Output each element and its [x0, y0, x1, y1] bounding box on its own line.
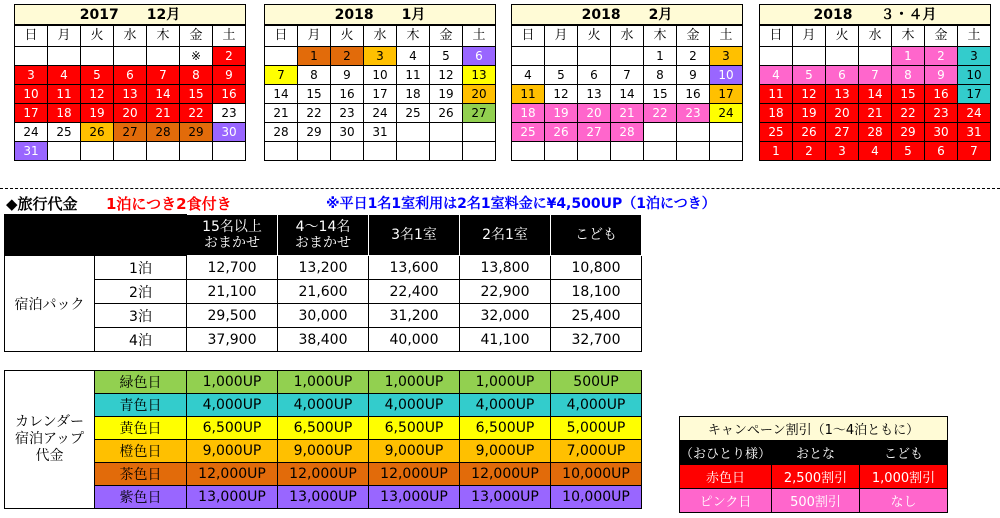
upgrade-cell: 13,000UP — [369, 486, 460, 509]
day-cell: 9 — [331, 66, 364, 85]
day-cell: 6 — [826, 66, 859, 85]
day-cell — [114, 142, 147, 161]
weekday-label: 金 — [925, 26, 958, 47]
upgrade-color-name: 紫色日 — [95, 486, 187, 509]
price-row-label: 2泊 — [95, 280, 187, 304]
day-cell — [710, 123, 743, 142]
calendar-1 — [264, 4, 496, 161]
day-cell — [114, 47, 147, 66]
day-cell: 11 — [760, 85, 793, 104]
day-cell: 26 — [81, 123, 114, 142]
day-cell: 21 — [611, 104, 644, 123]
day-cell — [611, 142, 644, 161]
day-cell: 14 — [611, 85, 644, 104]
day-cell: 15 — [180, 85, 213, 104]
day-cell — [826, 47, 859, 66]
upgrade-cell: 12,000UP — [187, 463, 278, 486]
day-cell — [430, 123, 463, 142]
day-cell — [81, 47, 114, 66]
day-cell — [147, 47, 180, 66]
campaign-red-label: 赤色日 — [680, 465, 772, 489]
day-cell — [180, 142, 213, 161]
weekday-label: 日 — [760, 26, 793, 47]
day-cell — [677, 142, 710, 161]
day-cell: 5 — [793, 66, 826, 85]
weekday-label: 土 — [213, 26, 246, 47]
day-cell: 4 — [512, 66, 545, 85]
day-cell: 10 — [15, 85, 48, 104]
price-row-label: 1泊 — [95, 256, 187, 280]
day-cell — [331, 142, 364, 161]
upgrade-cell: 12,000UP — [460, 463, 551, 486]
day-cell — [644, 142, 677, 161]
upgrade-color-name: 橙色日 — [95, 440, 187, 463]
day-cell: 10 — [958, 66, 991, 85]
day-cell — [859, 47, 892, 66]
day-cell: 7 — [859, 66, 892, 85]
price-row-label: 3泊 — [95, 304, 187, 328]
day-cell: 25 — [760, 123, 793, 142]
day-cell: 6 — [925, 142, 958, 161]
price-row-label: 4泊 — [95, 328, 187, 352]
price-cell: 10,800 — [551, 256, 642, 280]
campaign-header-per-person: （おひとり様） — [680, 441, 772, 465]
weekday-label: 木 — [397, 26, 430, 47]
day-cell: 25 — [397, 104, 430, 123]
upgrade-cell: 10,000UP — [551, 486, 642, 509]
day-cell: 8 — [180, 66, 213, 85]
weekday-label: 金 — [180, 26, 213, 47]
upgrade-cell: 4,000UP — [369, 394, 460, 417]
upgrade-cell: 9,000UP — [278, 440, 369, 463]
campaign-table — [679, 416, 948, 513]
day-cell: ※ — [180, 47, 213, 66]
day-cell: 18 — [760, 104, 793, 123]
weekday-label: 金 — [430, 26, 463, 47]
day-cell: 2 — [331, 47, 364, 66]
day-cell: 15 — [298, 85, 331, 104]
day-cell: 18 — [512, 104, 545, 123]
day-cell: 28 — [265, 123, 298, 142]
day-cell: 12 — [545, 85, 578, 104]
weekday-label: 日 — [512, 26, 545, 47]
day-cell — [463, 123, 496, 142]
day-cell: 18 — [397, 85, 430, 104]
weekday-label: 日 — [265, 26, 298, 47]
day-cell: 17 — [710, 85, 743, 104]
day-cell: 23 — [677, 104, 710, 123]
calendar-grid — [511, 25, 743, 161]
price-cell: 22,900 — [460, 280, 551, 304]
upgrade-row-group: カレンダー 宿泊アップ 代金 — [5, 371, 95, 509]
weekday-label: 土 — [710, 26, 743, 47]
weekday-label: 水 — [611, 26, 644, 47]
day-cell — [81, 142, 114, 161]
weekday-single-note: ※平日1名1室利用は2名1室料金に¥4,500UP（1泊につき） — [326, 196, 716, 212]
day-cell — [430, 142, 463, 161]
day-cell — [15, 47, 48, 66]
day-cell: 12 — [430, 66, 463, 85]
day-cell: 3 — [710, 47, 743, 66]
calendar-title: 2018 ３・４月 — [759, 4, 991, 25]
upgrade-color-name: 緑色日 — [95, 371, 187, 394]
day-cell: 6 — [463, 47, 496, 66]
day-cell: 19 — [81, 104, 114, 123]
day-cell: 23 — [925, 104, 958, 123]
calendar-title: 2017 12月 — [14, 4, 246, 25]
day-cell — [710, 142, 743, 161]
campaign-header-adult: おとな — [772, 441, 860, 465]
day-cell: 21 — [859, 104, 892, 123]
weekday-label: 火 — [578, 26, 611, 47]
day-cell: 15 — [644, 85, 677, 104]
day-cell: 4 — [760, 66, 793, 85]
weekday-label: 水 — [364, 26, 397, 47]
price-cell: 31,200 — [369, 304, 460, 328]
day-cell: 1 — [760, 142, 793, 161]
weekday-label: 月 — [298, 26, 331, 47]
day-cell: 21 — [265, 104, 298, 123]
upgrade-cell: 500UP — [551, 371, 642, 394]
day-cell: 13 — [463, 66, 496, 85]
day-cell: 9 — [925, 66, 958, 85]
upgrade-cell: 4,000UP — [278, 394, 369, 417]
day-cell: 26 — [430, 104, 463, 123]
price-cell: 13,200 — [278, 256, 369, 280]
weekday-label: 火 — [331, 26, 364, 47]
day-cell — [578, 142, 611, 161]
day-cell: 3 — [958, 47, 991, 66]
price-header: 15名以上 おまかせ — [187, 215, 278, 256]
day-cell: 11 — [397, 66, 430, 85]
upgrade-cell: 6,500UP — [187, 417, 278, 440]
calendar-0 — [14, 4, 246, 161]
day-cell: 25 — [512, 123, 545, 142]
upgrade-cell: 4,000UP — [551, 394, 642, 417]
day-cell: 17 — [15, 104, 48, 123]
day-cell: 6 — [114, 66, 147, 85]
weekday-label: 土 — [463, 26, 496, 47]
day-cell: 3 — [15, 66, 48, 85]
day-cell: 22 — [644, 104, 677, 123]
day-cell — [545, 47, 578, 66]
day-cell: 13 — [578, 85, 611, 104]
price-row-group: 宿泊パック — [5, 256, 95, 352]
day-cell: 17 — [364, 85, 397, 104]
price-cell: 12,700 — [187, 256, 278, 280]
day-cell: 26 — [545, 123, 578, 142]
day-cell — [463, 142, 496, 161]
day-cell: 28 — [147, 123, 180, 142]
day-cell: 4 — [48, 66, 81, 85]
day-cell: 9 — [213, 66, 246, 85]
upgrade-color-name: 黄色日 — [95, 417, 187, 440]
upgrade-cell: 7,000UP — [551, 440, 642, 463]
day-cell: 29 — [180, 123, 213, 142]
day-cell: 30 — [213, 123, 246, 142]
day-cell: 16 — [677, 85, 710, 104]
day-cell: 9 — [677, 66, 710, 85]
price-cell: 21,600 — [278, 280, 369, 304]
day-cell — [793, 47, 826, 66]
day-cell: 7 — [611, 66, 644, 85]
day-cell: 28 — [859, 123, 892, 142]
upgrade-color-name: 茶色日 — [95, 463, 187, 486]
campaign-pink-adult: 500割引 — [772, 489, 860, 513]
day-cell: 4 — [859, 142, 892, 161]
calendar-grid — [264, 25, 496, 161]
campaign-red-adult: 2,500割引 — [772, 465, 860, 489]
day-cell: 14 — [265, 85, 298, 104]
upgrade-cell: 1,000UP — [278, 371, 369, 394]
price-cell: 38,400 — [278, 328, 369, 352]
day-cell: 16 — [331, 85, 364, 104]
day-cell: 20 — [578, 104, 611, 123]
day-cell: 10 — [710, 66, 743, 85]
day-cell: 19 — [545, 104, 578, 123]
price-header: 2名1室 — [460, 215, 551, 256]
price-cell: 21,100 — [187, 280, 278, 304]
day-cell: 8 — [644, 66, 677, 85]
day-cell — [48, 47, 81, 66]
campaign-title: キャンペーン割引（1～4泊ともに） — [680, 417, 948, 441]
day-cell: 2 — [213, 47, 246, 66]
day-cell: 19 — [430, 85, 463, 104]
day-cell: 12 — [793, 85, 826, 104]
calendar-title: 2018 2月 — [511, 4, 743, 25]
day-cell: 24 — [15, 123, 48, 142]
price-cell: 30,000 — [278, 304, 369, 328]
weekday-label: 木 — [147, 26, 180, 47]
day-cell: 24 — [710, 104, 743, 123]
campaign-pink-child: なし — [860, 489, 948, 513]
day-cell: 16 — [213, 85, 246, 104]
day-cell: 15 — [892, 85, 925, 104]
day-cell: 7 — [265, 66, 298, 85]
day-cell: 7 — [147, 66, 180, 85]
day-cell: 13 — [114, 85, 147, 104]
day-cell: 6 — [578, 66, 611, 85]
price-header-blank — [5, 215, 187, 256]
upgrade-cell: 4,000UP — [460, 394, 551, 417]
day-cell — [265, 142, 298, 161]
calendar-grid — [14, 25, 246, 161]
price-cell: 32,000 — [460, 304, 551, 328]
day-cell — [213, 142, 246, 161]
day-cell: 31 — [958, 123, 991, 142]
upgrade-cell: 1,000UP — [369, 371, 460, 394]
day-cell: 16 — [925, 85, 958, 104]
day-cell: 24 — [958, 104, 991, 123]
campaign-red-child: 1,000割引 — [860, 465, 948, 489]
upgrade-cell: 4,000UP — [187, 394, 278, 417]
day-cell: 3 — [364, 47, 397, 66]
day-cell: 3 — [826, 142, 859, 161]
day-cell — [147, 142, 180, 161]
day-cell: 26 — [793, 123, 826, 142]
price-cell: 41,100 — [460, 328, 551, 352]
price-header: 3名1室 — [369, 215, 460, 256]
day-cell — [611, 47, 644, 66]
day-cell: 28 — [611, 123, 644, 142]
day-cell: 17 — [958, 85, 991, 104]
weekday-label: 土 — [958, 26, 991, 47]
day-cell: 20 — [463, 85, 496, 104]
day-cell: 29 — [892, 123, 925, 142]
day-cell: 5 — [430, 47, 463, 66]
upgrade-cell: 13,000UP — [460, 486, 551, 509]
price-header: こども — [551, 215, 642, 256]
pricing-title: ◆旅行代金 — [6, 195, 78, 213]
day-cell — [578, 47, 611, 66]
price-cell: 22,400 — [369, 280, 460, 304]
weekday-label: 月 — [793, 26, 826, 47]
price-header: 4～14名 おまかせ — [278, 215, 369, 256]
weekday-label: 日 — [15, 26, 48, 47]
day-cell: 7 — [958, 142, 991, 161]
day-cell — [512, 47, 545, 66]
upgrade-cell: 12,000UP — [369, 463, 460, 486]
upgrade-cell: 13,000UP — [278, 486, 369, 509]
price-cell: 18,100 — [551, 280, 642, 304]
price-cell: 25,400 — [551, 304, 642, 328]
day-cell: 20 — [826, 104, 859, 123]
day-cell — [265, 47, 298, 66]
day-cell — [644, 123, 677, 142]
day-cell: 4 — [397, 47, 430, 66]
day-cell: 27 — [463, 104, 496, 123]
upgrade-cell: 10,000UP — [551, 463, 642, 486]
weekday-label: 金 — [677, 26, 710, 47]
day-cell: 12 — [81, 85, 114, 104]
section-divider — [0, 188, 1000, 189]
day-cell — [512, 142, 545, 161]
upgrade-cell: 9,000UP — [460, 440, 551, 463]
day-cell — [364, 142, 397, 161]
weekday-label: 火 — [81, 26, 114, 47]
day-cell: 8 — [892, 66, 925, 85]
day-cell: 1 — [644, 47, 677, 66]
day-cell: 21 — [147, 104, 180, 123]
day-cell: 25 — [48, 123, 81, 142]
upgrade-cell: 6,500UP — [278, 417, 369, 440]
day-cell: 1 — [298, 47, 331, 66]
day-cell: 5 — [81, 66, 114, 85]
day-cell: 11 — [512, 85, 545, 104]
upgrade-cell: 6,500UP — [460, 417, 551, 440]
day-cell: 1 — [892, 47, 925, 66]
day-cell: 11 — [48, 85, 81, 104]
weekday-label: 月 — [545, 26, 578, 47]
weekday-label: 月 — [48, 26, 81, 47]
upgrade-table — [4, 370, 642, 509]
day-cell: 29 — [298, 123, 331, 142]
day-cell: 23 — [213, 104, 246, 123]
upgrade-cell: 5,000UP — [551, 417, 642, 440]
day-cell: 2 — [793, 142, 826, 161]
day-cell — [545, 142, 578, 161]
day-cell — [48, 142, 81, 161]
day-cell: 5 — [892, 142, 925, 161]
price-cell: 37,900 — [187, 328, 278, 352]
upgrade-cell: 9,000UP — [369, 440, 460, 463]
upgrade-cell: 13,000UP — [187, 486, 278, 509]
day-cell: 24 — [364, 104, 397, 123]
upgrade-cell: 6,500UP — [369, 417, 460, 440]
weekday-label: 木 — [644, 26, 677, 47]
day-cell: 22 — [180, 104, 213, 123]
day-cell — [397, 142, 430, 161]
price-cell: 40,000 — [369, 328, 460, 352]
day-cell: 30 — [331, 123, 364, 142]
day-cell: 20 — [114, 104, 147, 123]
calendar-3 — [759, 4, 991, 161]
day-cell: 27 — [826, 123, 859, 142]
upgrade-cell: 1,000UP — [460, 371, 551, 394]
day-cell: 10 — [364, 66, 397, 85]
upgrade-cell: 12,000UP — [278, 463, 369, 486]
weekday-label: 水 — [114, 26, 147, 47]
price-cell: 32,700 — [551, 328, 642, 352]
campaign-header-child: こども — [860, 441, 948, 465]
day-cell: 22 — [892, 104, 925, 123]
day-cell — [677, 123, 710, 142]
day-cell: 31 — [364, 123, 397, 142]
upgrade-color-name: 青色日 — [95, 394, 187, 417]
day-cell: 30 — [925, 123, 958, 142]
calendar-title: 2018 1月 — [264, 4, 496, 25]
day-cell: 18 — [48, 104, 81, 123]
campaign-pink-label: ピンク日 — [680, 489, 772, 513]
day-cell — [298, 142, 331, 161]
day-cell: 27 — [578, 123, 611, 142]
day-cell: 13 — [826, 85, 859, 104]
price-cell: 13,800 — [460, 256, 551, 280]
day-cell: 31 — [15, 142, 48, 161]
upgrade-cell: 1,000UP — [187, 371, 278, 394]
weekday-label: 水 — [859, 26, 892, 47]
day-cell: 2 — [677, 47, 710, 66]
price-cell: 13,600 — [369, 256, 460, 280]
weekday-label: 火 — [826, 26, 859, 47]
day-cell: 23 — [331, 104, 364, 123]
day-cell: 19 — [793, 104, 826, 123]
calendar-grid — [759, 25, 991, 161]
day-cell: 5 — [545, 66, 578, 85]
day-cell: 2 — [925, 47, 958, 66]
day-cell: 8 — [298, 66, 331, 85]
day-cell: 22 — [298, 104, 331, 123]
day-cell: 14 — [147, 85, 180, 104]
day-cell: 27 — [114, 123, 147, 142]
day-cell — [760, 47, 793, 66]
price-cell: 29,500 — [187, 304, 278, 328]
price-table — [4, 214, 642, 352]
day-cell: 14 — [859, 85, 892, 104]
day-cell — [397, 123, 430, 142]
weekday-label: 木 — [892, 26, 925, 47]
upgrade-cell: 9,000UP — [187, 440, 278, 463]
calendar-2 — [511, 4, 743, 161]
meal-note: 1泊につき2食付き — [106, 195, 232, 213]
